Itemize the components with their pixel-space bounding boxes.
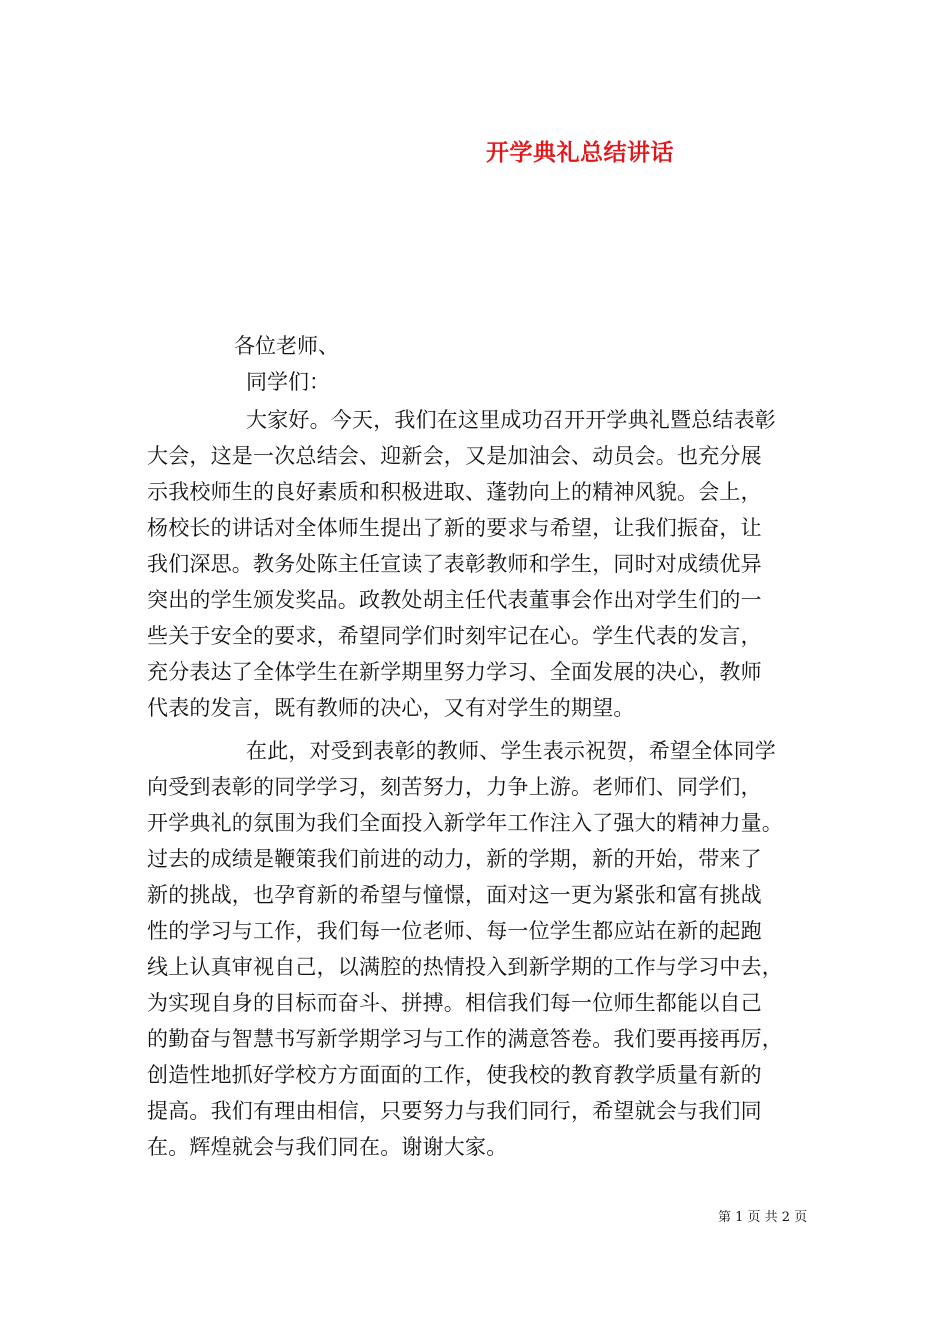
page-number-footer: 第 1 页 共 2 页 — [718, 1210, 808, 1225]
paragraph2-line: 为实现自身的目标而奋斗、拼搏。相信我们每一位师生都能以自己 — [147, 991, 762, 1015]
paragraph1-line: 突出的学生颁发奖品。政教处胡主任代表董事会作出对学生们的一 — [147, 588, 762, 612]
paragraph1-line: 些关于安全的要求，希望同学们时刻牢记在心。学生代表的发言， — [147, 624, 762, 648]
paragraph1-line: 大家好。今天，我们在这里成功召开开学典礼暨总结表彰 — [246, 408, 776, 432]
paragraph2-line: 创造性地抓好学校方方面面的工作，使我校的教育教学质量有新的 — [147, 1063, 762, 1087]
paragraph2-line: 开学典礼的氛围为我们全面投入新学年工作注入了强大的精神力量。 — [147, 811, 783, 835]
paragraph2-line: 线上认真审视自己，以满腔的热情投入到新学期的工作与学习中去， — [147, 955, 783, 979]
salutation-teachers: 各位老师、 — [234, 334, 339, 358]
paragraph1-line: 我们深思。教务处陈主任宣读了表彰教师和学生，同时对成绩优异 — [147, 552, 762, 576]
paragraph1-line: 充分表达了全体学生在新学期里努力学习、全面发展的决心，教师 — [147, 660, 762, 684]
document-title: 开学典礼总结讲话 — [486, 139, 674, 166]
paragraph2-line: 过去的成绩是鞭策我们前进的动力，新的学期，新的开始，带来了 — [147, 847, 762, 871]
paragraph2-line: 提高。我们有理由相信，只要努力与我们同行，希望就会与我们同 — [147, 1099, 762, 1123]
paragraph2-line: 在。辉煌就会与我们同在。谢谢大家。 — [147, 1135, 508, 1159]
paragraph1-line: 代表的发言，既有教师的决心，又有对学生的期望。 — [147, 696, 635, 720]
paragraph2-line: 在此，对受到表彰的教师、学生表示祝贺，希望全体同学 — [246, 739, 776, 763]
paragraph1-line: 示我校师生的良好素质和积极进取、蓬勃向上的精神风貌。会上， — [147, 480, 762, 504]
paragraph1-line: 杨校长的讲话对全体师生提出了新的要求与希望，让我们振奋，让 — [147, 516, 762, 540]
paragraph2-line: 向受到表彰的同学学习，刻苦努力，力争上游。老师们、同学们， — [147, 775, 762, 799]
salutation-students: 同学们： — [246, 370, 330, 394]
paragraph2-line: 性的学习与工作，我们每一位老师、每一位学生都应站在新的起跑 — [147, 919, 762, 943]
paragraph1-line: 大会，这是一次总结会、迎新会，又是加油会、动员会。也充分展 — [147, 444, 762, 468]
paragraph2-line: 新的挑战，也孕育新的希望与憧憬，面对这一更为紧张和富有挑战 — [147, 883, 762, 907]
paragraph2-line: 的勤奋与智慧书写新学期学习与工作的满意答卷。我们要再接再厉， — [147, 1027, 783, 1051]
